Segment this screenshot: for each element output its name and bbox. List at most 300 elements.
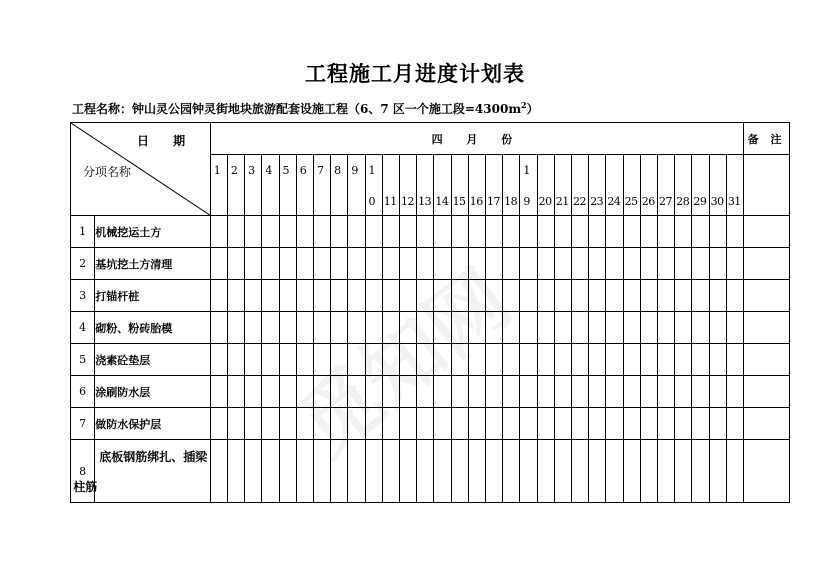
schedule-cell — [675, 216, 692, 248]
schedule-cell — [485, 248, 502, 280]
day-header-cell — [245, 155, 262, 216]
remark-cell — [744, 376, 790, 408]
watermark: 觅知网 — [281, 252, 528, 474]
item-number: 3 — [71, 280, 95, 312]
day-header-cell — [675, 155, 692, 216]
schedule-cell — [537, 248, 554, 280]
schedule-cell — [692, 280, 709, 312]
day-number: 9 — [523, 195, 531, 208]
schedule-cell — [658, 344, 675, 376]
schedule-cell — [331, 376, 348, 408]
schedule-cell — [382, 344, 399, 376]
schedule-cell — [675, 376, 692, 408]
schedule-cell — [606, 440, 623, 503]
schedule-cell — [571, 376, 588, 408]
schedule-cell — [279, 376, 296, 408]
schedule-cell — [227, 344, 244, 376]
day-number: 16 — [469, 195, 483, 208]
schedule-cell — [434, 440, 451, 503]
day-header-cell — [313, 155, 330, 216]
item-name — [73, 440, 210, 503]
schedule-cell — [245, 408, 262, 440]
schedule-cell — [434, 216, 451, 248]
table-row — [71, 440, 790, 503]
day-number: 20 — [538, 195, 552, 208]
item-name-line1: 底板钢筋绑扎、插梁 — [99, 450, 208, 464]
schedule-cell — [262, 312, 279, 344]
remark-cell — [744, 280, 790, 312]
schedule-cell — [640, 344, 657, 376]
schedule-cell — [331, 440, 348, 503]
schedule-cell — [279, 280, 296, 312]
schedule-cell — [606, 248, 623, 280]
schedule-cell — [623, 280, 640, 312]
schedule-cell — [675, 344, 692, 376]
schedule-cell — [451, 248, 468, 280]
schedule-cell — [589, 216, 606, 248]
day-number: 15 — [452, 195, 466, 208]
schedule-cell — [692, 376, 709, 408]
day-number: 1 — [523, 164, 531, 177]
schedule-cell — [313, 408, 330, 440]
schedule-cell — [520, 440, 537, 503]
schedule-cell — [365, 376, 382, 408]
day-header-cell — [210, 155, 227, 216]
schedule-cell — [245, 248, 262, 280]
schedule-cell — [726, 408, 743, 440]
schedule-cell — [210, 280, 227, 312]
table-row — [71, 248, 790, 280]
schedule-cell — [245, 280, 262, 312]
schedule-cell — [382, 440, 399, 503]
schedule-cell — [503, 344, 520, 376]
schedule-cell — [296, 408, 313, 440]
schedule-cell — [589, 248, 606, 280]
schedule-cell — [348, 376, 365, 408]
schedule-cell — [709, 344, 726, 376]
schedule-cell — [399, 312, 416, 344]
schedule-cell — [520, 280, 537, 312]
schedule-cell — [296, 312, 313, 344]
schedule-cell — [571, 280, 588, 312]
schedule-cell — [485, 216, 502, 248]
schedule-cell — [520, 408, 537, 440]
item-number: 4 — [71, 312, 95, 344]
schedule-cell — [623, 408, 640, 440]
schedule-cell — [709, 440, 726, 503]
table-row — [71, 344, 790, 376]
day-number: 30 — [710, 195, 724, 208]
schedule-cell — [726, 216, 743, 248]
schedule-cell — [468, 344, 485, 376]
day-header-cell — [348, 155, 365, 216]
schedule-cell — [227, 376, 244, 408]
day-number: 12 — [400, 195, 414, 208]
schedule-cell — [520, 248, 537, 280]
table-row — [71, 280, 790, 312]
day-header-cell — [434, 155, 451, 216]
schedule-cell — [658, 312, 675, 344]
schedule-cell — [589, 408, 606, 440]
schedule-cell — [554, 408, 571, 440]
schedule-cell — [382, 408, 399, 440]
day-number: 9 — [351, 164, 359, 177]
schedule-cell — [726, 344, 743, 376]
schedule-cell — [709, 376, 726, 408]
schedule-cell — [417, 248, 434, 280]
day-header-cell — [726, 155, 743, 216]
schedule-cell — [279, 344, 296, 376]
schedule-cell — [434, 312, 451, 344]
schedule-cell — [503, 376, 520, 408]
schedule-cell — [571, 216, 588, 248]
day-number: 18 — [504, 195, 518, 208]
schedule-cell — [451, 216, 468, 248]
schedule-cell — [623, 312, 640, 344]
schedule-cell — [451, 440, 468, 503]
schedule-cell — [554, 248, 571, 280]
day-header-cell — [485, 155, 502, 216]
schedule-cell — [210, 344, 227, 376]
item-name: 涂刷防水层 — [95, 376, 210, 408]
schedule-cell — [640, 440, 657, 503]
project-name — [72, 100, 539, 117]
schedule-cell — [503, 408, 520, 440]
schedule-cell — [468, 248, 485, 280]
project-name-close: ） — [526, 102, 539, 116]
schedule-cell — [262, 216, 279, 248]
schedule-cell — [399, 376, 416, 408]
schedule-cell — [451, 376, 468, 408]
schedule-cell — [348, 248, 365, 280]
schedule-cell — [485, 440, 502, 503]
day-number: 13 — [418, 195, 432, 208]
schedule-cell — [348, 216, 365, 248]
day-header-cell — [451, 155, 468, 216]
schedule-table — [70, 122, 790, 503]
schedule-cell — [417, 440, 434, 503]
day-number: 26 — [641, 195, 655, 208]
schedule-cell — [417, 312, 434, 344]
schedule-cell — [417, 280, 434, 312]
schedule-cell — [434, 376, 451, 408]
schedule-cell — [520, 216, 537, 248]
day-header-cell — [503, 155, 520, 216]
schedule-cell — [623, 248, 640, 280]
day-number: 25 — [624, 195, 638, 208]
schedule-cell — [468, 408, 485, 440]
day-number: 1 — [213, 164, 221, 177]
schedule-cell — [658, 248, 675, 280]
schedule-cell — [296, 344, 313, 376]
schedule-cell — [554, 216, 571, 248]
schedule-cell — [692, 440, 709, 503]
schedule-cell — [399, 216, 416, 248]
schedule-cell — [451, 344, 468, 376]
schedule-cell — [554, 344, 571, 376]
day-number: 23 — [590, 195, 604, 208]
day-number: 8 — [334, 164, 342, 177]
item-number: 2 — [71, 248, 95, 280]
schedule-cell — [313, 216, 330, 248]
schedule-cell — [640, 312, 657, 344]
schedule-cell — [417, 408, 434, 440]
schedule-cell — [313, 280, 330, 312]
day-number: 31 — [727, 195, 741, 208]
schedule-cell — [485, 280, 502, 312]
schedule-cell — [313, 344, 330, 376]
schedule-cell — [589, 280, 606, 312]
schedule-cell — [434, 408, 451, 440]
schedule-cell — [434, 248, 451, 280]
schedule-cell — [468, 216, 485, 248]
day-header-cell — [331, 155, 348, 216]
schedule-cell — [537, 440, 554, 503]
table-row — [71, 216, 790, 248]
schedule-cell — [417, 376, 434, 408]
schedule-cell — [382, 280, 399, 312]
schedule-cell — [245, 344, 262, 376]
schedule-cell — [571, 440, 588, 503]
schedule-cell — [313, 312, 330, 344]
schedule-cell — [726, 248, 743, 280]
schedule-cell — [640, 216, 657, 248]
remark-cell — [744, 440, 790, 503]
schedule-cell — [365, 408, 382, 440]
schedule-cell — [640, 408, 657, 440]
schedule-cell — [468, 376, 485, 408]
day-number: 0 — [368, 195, 376, 208]
schedule-cell — [313, 440, 330, 503]
remark-cell — [744, 408, 790, 440]
schedule-cell — [589, 312, 606, 344]
schedule-cell — [554, 376, 571, 408]
schedule-cell — [279, 440, 296, 503]
day-header-cell — [640, 155, 657, 216]
schedule-cell — [279, 248, 296, 280]
schedule-cell — [399, 248, 416, 280]
schedule-cell — [382, 312, 399, 344]
schedule-cell — [382, 216, 399, 248]
table-row — [71, 376, 790, 408]
schedule-cell — [623, 344, 640, 376]
schedule-cell — [227, 216, 244, 248]
day-header-cell — [468, 155, 485, 216]
schedule-cell — [365, 248, 382, 280]
schedule-cell — [726, 280, 743, 312]
schedule-cell — [709, 312, 726, 344]
schedule-cell — [451, 312, 468, 344]
schedule-cell — [279, 408, 296, 440]
schedule-cell — [571, 248, 588, 280]
schedule-cell — [537, 344, 554, 376]
schedule-cell — [348, 408, 365, 440]
schedule-cell — [503, 440, 520, 503]
day-number: 27 — [659, 195, 672, 208]
schedule-cell — [331, 408, 348, 440]
schedule-cell — [210, 376, 227, 408]
item-number: 7 — [71, 408, 95, 440]
schedule-cell — [606, 376, 623, 408]
schedule-cell — [537, 408, 554, 440]
schedule-cell — [468, 440, 485, 503]
day-number: 24 — [607, 195, 621, 208]
schedule-cell — [399, 344, 416, 376]
item-name: 打锚杆桩 — [95, 280, 210, 312]
schedule-cell — [245, 312, 262, 344]
day-header-cell — [399, 155, 416, 216]
schedule-cell — [296, 216, 313, 248]
schedule-cell — [520, 312, 537, 344]
day-header-cell — [296, 155, 313, 216]
day-header-cell — [554, 155, 571, 216]
table-row — [71, 408, 790, 440]
schedule-cell — [692, 344, 709, 376]
schedule-cell — [348, 280, 365, 312]
schedule-cell — [348, 440, 365, 503]
schedule-cell — [365, 440, 382, 503]
date-header-label: 日 期 — [137, 134, 196, 148]
schedule-cell — [658, 376, 675, 408]
item-name: 机械挖运土方 — [95, 216, 210, 248]
schedule-cell — [417, 344, 434, 376]
day-header-cell — [262, 155, 279, 216]
schedule-cell — [399, 408, 416, 440]
schedule-cell — [485, 312, 502, 344]
remark-header: 备 注 — [744, 123, 790, 155]
schedule-cell — [245, 440, 262, 503]
schedule-cell — [485, 344, 502, 376]
schedule-cell — [468, 312, 485, 344]
day-number: 5 — [282, 164, 290, 177]
schedule-cell — [365, 312, 382, 344]
day-header-cell — [589, 155, 606, 216]
schedule-cell — [262, 280, 279, 312]
day-header-cell — [537, 155, 554, 216]
schedule-cell — [554, 312, 571, 344]
remark-cell — [744, 248, 790, 280]
item-number: 8 — [71, 440, 95, 503]
schedule-cell — [709, 408, 726, 440]
day-number: 4 — [265, 164, 273, 177]
day-number: 1 — [368, 164, 376, 177]
day-header-cell — [571, 155, 588, 216]
schedule-cell — [726, 440, 743, 503]
day-header-cell — [417, 155, 434, 216]
day-header-cell — [692, 155, 709, 216]
schedule-cell — [606, 216, 623, 248]
schedule-cell — [675, 248, 692, 280]
schedule-cell — [692, 248, 709, 280]
schedule-cell — [623, 440, 640, 503]
day-number: 6 — [299, 164, 307, 177]
schedule-cell — [503, 248, 520, 280]
schedule-cell — [571, 408, 588, 440]
schedule-cell — [210, 312, 227, 344]
schedule-cell — [296, 376, 313, 408]
remark-cell — [744, 312, 790, 344]
schedule-cell — [313, 248, 330, 280]
schedule-cell — [348, 344, 365, 376]
schedule-cell — [520, 376, 537, 408]
schedule-cell — [485, 408, 502, 440]
schedule-cell — [675, 440, 692, 503]
remark-cell — [744, 216, 790, 248]
page-title: 工程施工月进度计划表 — [305, 61, 525, 86]
item-name: 基坑挖土方清理 — [95, 248, 210, 280]
day-header-cell — [365, 155, 382, 216]
item-number: 1 — [71, 216, 95, 248]
day-number: 7 — [316, 164, 324, 177]
schedule-cell — [709, 248, 726, 280]
schedule-cell — [399, 440, 416, 503]
schedule-cell — [554, 440, 571, 503]
day-header-cell — [623, 155, 640, 216]
schedule-cell — [692, 312, 709, 344]
schedule-cell — [537, 376, 554, 408]
schedule-cell — [365, 280, 382, 312]
schedule-cell — [537, 280, 554, 312]
month-header: 四 月 份 — [210, 123, 743, 155]
schedule-cell — [640, 280, 657, 312]
schedule-cell — [262, 376, 279, 408]
schedule-cell — [279, 216, 296, 248]
schedule-cell — [331, 216, 348, 248]
item-name: 砌粉、粉砖胎模 — [95, 312, 210, 344]
header-row-month — [71, 123, 790, 155]
schedule-cell — [503, 280, 520, 312]
day-header-cell — [709, 155, 726, 216]
day-number: 21 — [555, 195, 569, 208]
schedule-cell — [640, 248, 657, 280]
schedule-cell — [227, 312, 244, 344]
schedule-cell — [296, 440, 313, 503]
schedule-cell — [331, 248, 348, 280]
item-number: 6 — [71, 376, 95, 408]
schedule-cell — [434, 344, 451, 376]
schedule-cell — [537, 216, 554, 248]
schedule-cell — [331, 312, 348, 344]
schedule-cell — [554, 280, 571, 312]
project-name-text: 工程名称：钟山灵公园钟灵街地块旅游配套设施工程（6、7 区一个施工段=4300m — [72, 102, 522, 116]
schedule-cell — [262, 344, 279, 376]
day-header-cell — [606, 155, 623, 216]
schedule-cell — [606, 280, 623, 312]
day-header-cell — [382, 155, 399, 216]
schedule-cell — [640, 376, 657, 408]
day-number: 3 — [248, 164, 256, 177]
day-number: 22 — [572, 195, 586, 208]
schedule-cell — [606, 312, 623, 344]
schedule-cell — [658, 280, 675, 312]
schedule-cell — [227, 440, 244, 503]
schedule-cell — [227, 280, 244, 312]
schedule-cell — [503, 312, 520, 344]
schedule-cell — [417, 216, 434, 248]
item-number: 5 — [71, 344, 95, 376]
day-header-cell — [227, 155, 244, 216]
schedule-cell — [675, 280, 692, 312]
schedule-cell — [675, 312, 692, 344]
schedule-cell — [245, 216, 262, 248]
day-number: 2 — [230, 164, 238, 177]
day-number: 14 — [435, 195, 449, 208]
schedule-cell — [451, 280, 468, 312]
project-area-unit-superscript: 2 — [521, 100, 527, 110]
day-header-cell — [279, 155, 296, 216]
schedule-cell — [606, 408, 623, 440]
schedule-cell — [589, 344, 606, 376]
